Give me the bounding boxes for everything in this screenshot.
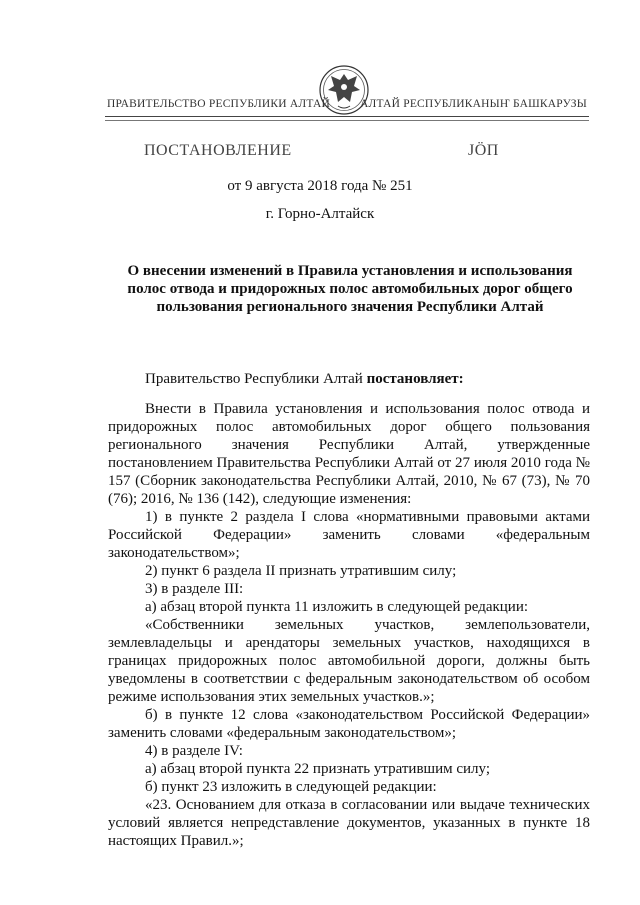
body-paragraph: б) в пункте 12 слова «законодательством Российской Федерации» заменить словами «федеральным законодательством»; (108, 707, 590, 741)
body-paragraph: а) абзац второй пункта 11 изложить в следующей редакции: (145, 599, 529, 615)
body-paragraph: 3) в разделе III: (145, 581, 244, 597)
body-paragraph: 1) в пункте 2 раздела I слова «нормативными правовыми актами Российской Федерации» заменить словами «федеральным законодательством»; (108, 509, 590, 561)
document-body (108, 370, 590, 850)
body-paragraph: Внести в Правила установления и использования полос отвода и придорожных полос автомобильных дорог общего пользования регионального значения Республики Алтай, утвержденные постановлением Правительства Республики Алтай от 27 июля 2010 года № 157 (Сборник законодательства Республики Алтай, 2010, № 67 (73), № 70 (76); 2016, № 136 (142), следующие изменения: (108, 401, 590, 507)
intro-paragraph (108, 370, 590, 388)
document-type: ПОСТАНОВЛЕНИЕ (144, 142, 292, 159)
letterhead-right-text: АЛТАЙ РЕСПУБЛИКАНЫҤ БАШКАРУЗЫ (360, 98, 587, 110)
document-title: О внесении изменений в Правила установления и использования полос отвода и придорожных полос автомобильных дорог общего пользования регионального значения Республики Алтай (127, 263, 573, 315)
body-paragraph: 4) в разделе IV: (145, 743, 243, 759)
intro-text: Правительство Республики Алтай (145, 371, 367, 387)
document-date-number: от 9 августа 2018 года № 251 (227, 178, 413, 194)
body-paragraph: б) пункт 23 изложить в следующей редакции: (145, 779, 437, 795)
letterhead-divider-thin (105, 120, 589, 121)
document-type-alt: JÖП (468, 142, 499, 159)
body-paragraph: 2) пункт 6 раздела II признать утратившим силу; (145, 563, 457, 579)
letterhead-left-text: ПРАВИТЕЛЬСТВО РЕСПУБЛИКИ АЛТАЙ (107, 98, 331, 110)
body-paragraph: а) абзац второй пункта 22 признать утратившим силу; (145, 761, 490, 777)
document-city: г. Горно-Алтайск (265, 206, 375, 222)
letterhead-divider (105, 116, 589, 117)
body-paragraph: «Собственники земельных участков, землепользователи, землевладельцы и арендаторы земельных участков, находящихся в границах придорожных полос автомобильной дороги, должны быть уведомлены в соответствии с федеральным законодательством об особом режиме использования этих земельных участков.»; (108, 617, 590, 705)
body-paragraph: «23. Основанием для отказа в согласовании или выдаче технических условий является непредставление документов, указанных в пункте 18 настоящих Правил.»; (108, 797, 590, 849)
intro-bold-text: постановляет: (366, 371, 464, 387)
